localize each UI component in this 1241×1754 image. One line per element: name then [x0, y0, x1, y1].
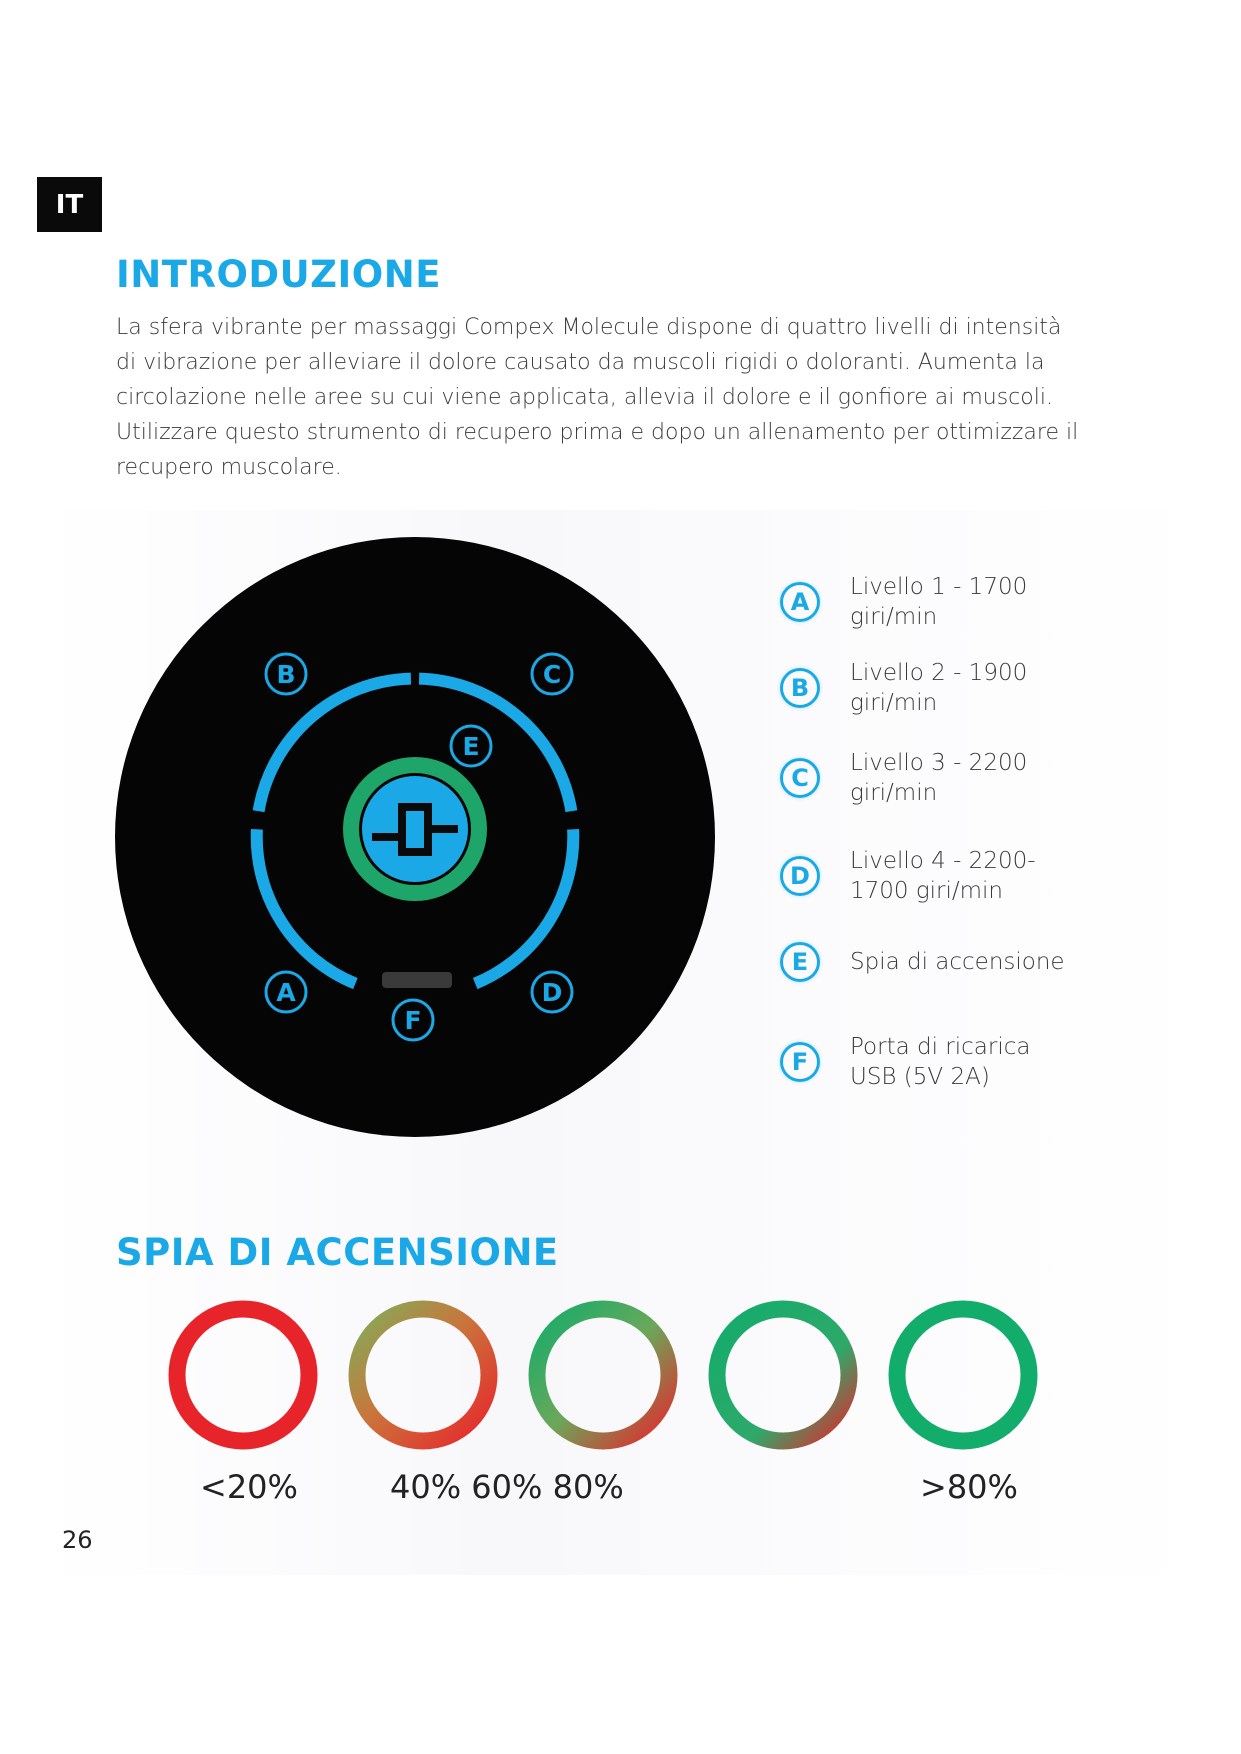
- page-number: 26: [62, 1526, 93, 1554]
- intro-paragraph: [116, 310, 1079, 485]
- legend-badge: C: [780, 758, 820, 798]
- callout-c-letter: C: [542, 660, 562, 689]
- battery-label-low: <20%: [200, 1468, 298, 1506]
- massage-ball-diagram: [110, 532, 720, 1142]
- legend-text: Livello 2 - 1900 giri/min: [850, 660, 1028, 716]
- callout-b-letter: B: [276, 660, 296, 689]
- battery-label-high: >80%: [920, 1468, 1018, 1506]
- legend-badge: A: [780, 582, 820, 622]
- power-indicator-title: SPIA DI ACCENSIONE: [116, 1231, 559, 1274]
- legend-badge: D: [780, 856, 820, 896]
- legend-badge: B: [780, 668, 820, 708]
- legend-item-a: [780, 572, 1180, 632]
- callout-a-letter: A: [276, 978, 296, 1007]
- legend-badge: E: [780, 942, 820, 982]
- legend-item-b: [780, 658, 1180, 718]
- intro-line: Utilizzare questo strumento di recupero prima e dopo un allenamento per ottimizzare il: [116, 420, 1079, 445]
- language-badge: IT: [37, 177, 102, 232]
- battery-label-mid: 40% 60% 80%: [390, 1468, 624, 1506]
- battery-ring-2: [357, 1309, 489, 1441]
- battery-ring-5: [897, 1309, 1029, 1441]
- legend-text: Spia di accensione: [850, 949, 1065, 975]
- legend-item-e: [780, 942, 1180, 982]
- legend-text: Livello 4 - 2200-1700 giri/min: [850, 848, 1036, 904]
- intro-line: di vibrazione per alleviare il dolore causato da muscoli rigidi o doloranti. Aumenta la: [116, 350, 1045, 375]
- intro-line: La sfera vibrante per massaggi Compex Molecule dispone di quattro livelli di intensità: [116, 315, 1062, 340]
- intro-title: INTRODUZIONE: [116, 253, 441, 296]
- intro-line: recupero muscolare.: [116, 455, 342, 480]
- legend-item-c: [780, 748, 1180, 808]
- legend-text: Livello 1 - 1700 giri/min: [850, 574, 1028, 630]
- legend-item-f: [780, 1032, 1180, 1092]
- battery-ring-4: [717, 1309, 849, 1441]
- intro-line: circolazione nelle aree su cui viene applicata, allevia il dolore e il gonfiore ai muscoli.: [116, 385, 1053, 410]
- battery-ring-1: [177, 1309, 309, 1441]
- legend-badge: F: [780, 1042, 820, 1082]
- callout-d-letter: D: [541, 978, 563, 1007]
- usb-port[interactable]: [382, 972, 452, 988]
- power-indicator-states: [160, 1295, 1060, 1455]
- legend-item-d: [780, 846, 1180, 906]
- callout-e-letter: E: [462, 732, 480, 761]
- callout-f-letter: F: [404, 1006, 422, 1035]
- legend-text: Livello 3 - 2200 giri/min: [850, 750, 1028, 806]
- battery-ring-3: [537, 1309, 669, 1441]
- legend-text: Porta di ricarica USB (5V 2A): [850, 1034, 1031, 1090]
